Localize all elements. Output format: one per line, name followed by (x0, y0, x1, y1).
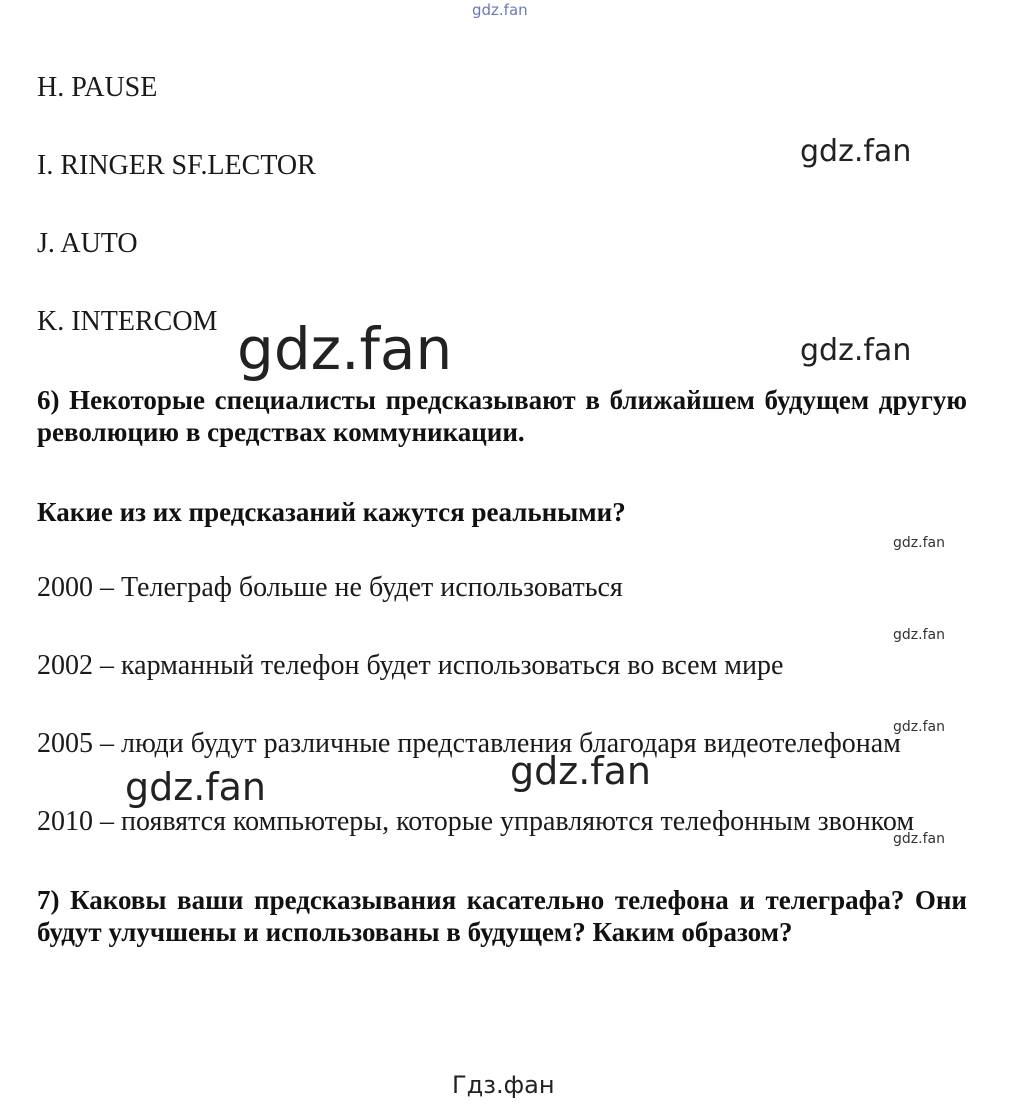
watermark-small-2: gdz.fan (893, 627, 945, 643)
prediction-item: 2005 – люди будут различные представления благодаря видеотелефонам (37, 728, 901, 759)
task6-question: Какие из их предсказаний кажутся реальными? (37, 497, 626, 527)
list-item: J. AUTO (37, 228, 138, 259)
watermark-small-1: gdz.fan (893, 535, 945, 551)
watermark-mid-center: gdz.fan (510, 749, 652, 793)
watermark-footer: Гдз.фан (452, 1071, 555, 1099)
task7-heading: 7) Каковы ваши предсказывания касательно телефона и телеграфа? Они будут улучшены и использованы в будущем? Каким образом? (37, 885, 967, 947)
list-item: I. RINGER SF.LECTOR (37, 150, 316, 181)
watermark-mid-left: gdz.fan (125, 765, 267, 809)
task6-heading: 6) Некоторые специалисты предсказывают в ближайшем будущем другую революцию в средствах коммуникации. (37, 385, 967, 447)
watermark-big: gdz.fan (237, 315, 453, 383)
list-item: H. PAUSE (37, 72, 158, 103)
watermark-small-4: gdz.fan (893, 831, 945, 847)
watermark-top: gdz.fan (472, 1, 528, 19)
watermark-right-2: gdz.fan (800, 333, 912, 368)
watermark-small-3: gdz.fan (893, 719, 945, 735)
prediction-item: 2000 – Телеграф больше не будет использоваться (37, 572, 623, 603)
list-item: K. INTERCOM (37, 306, 218, 337)
prediction-item: 2010 – появятся компьютеры, которые управляются телефонным звонком (37, 806, 915, 837)
prediction-item: 2002 – карманный телефон будет использоваться во всем мире (37, 650, 784, 681)
watermark-right-1: gdz.fan (800, 134, 912, 169)
